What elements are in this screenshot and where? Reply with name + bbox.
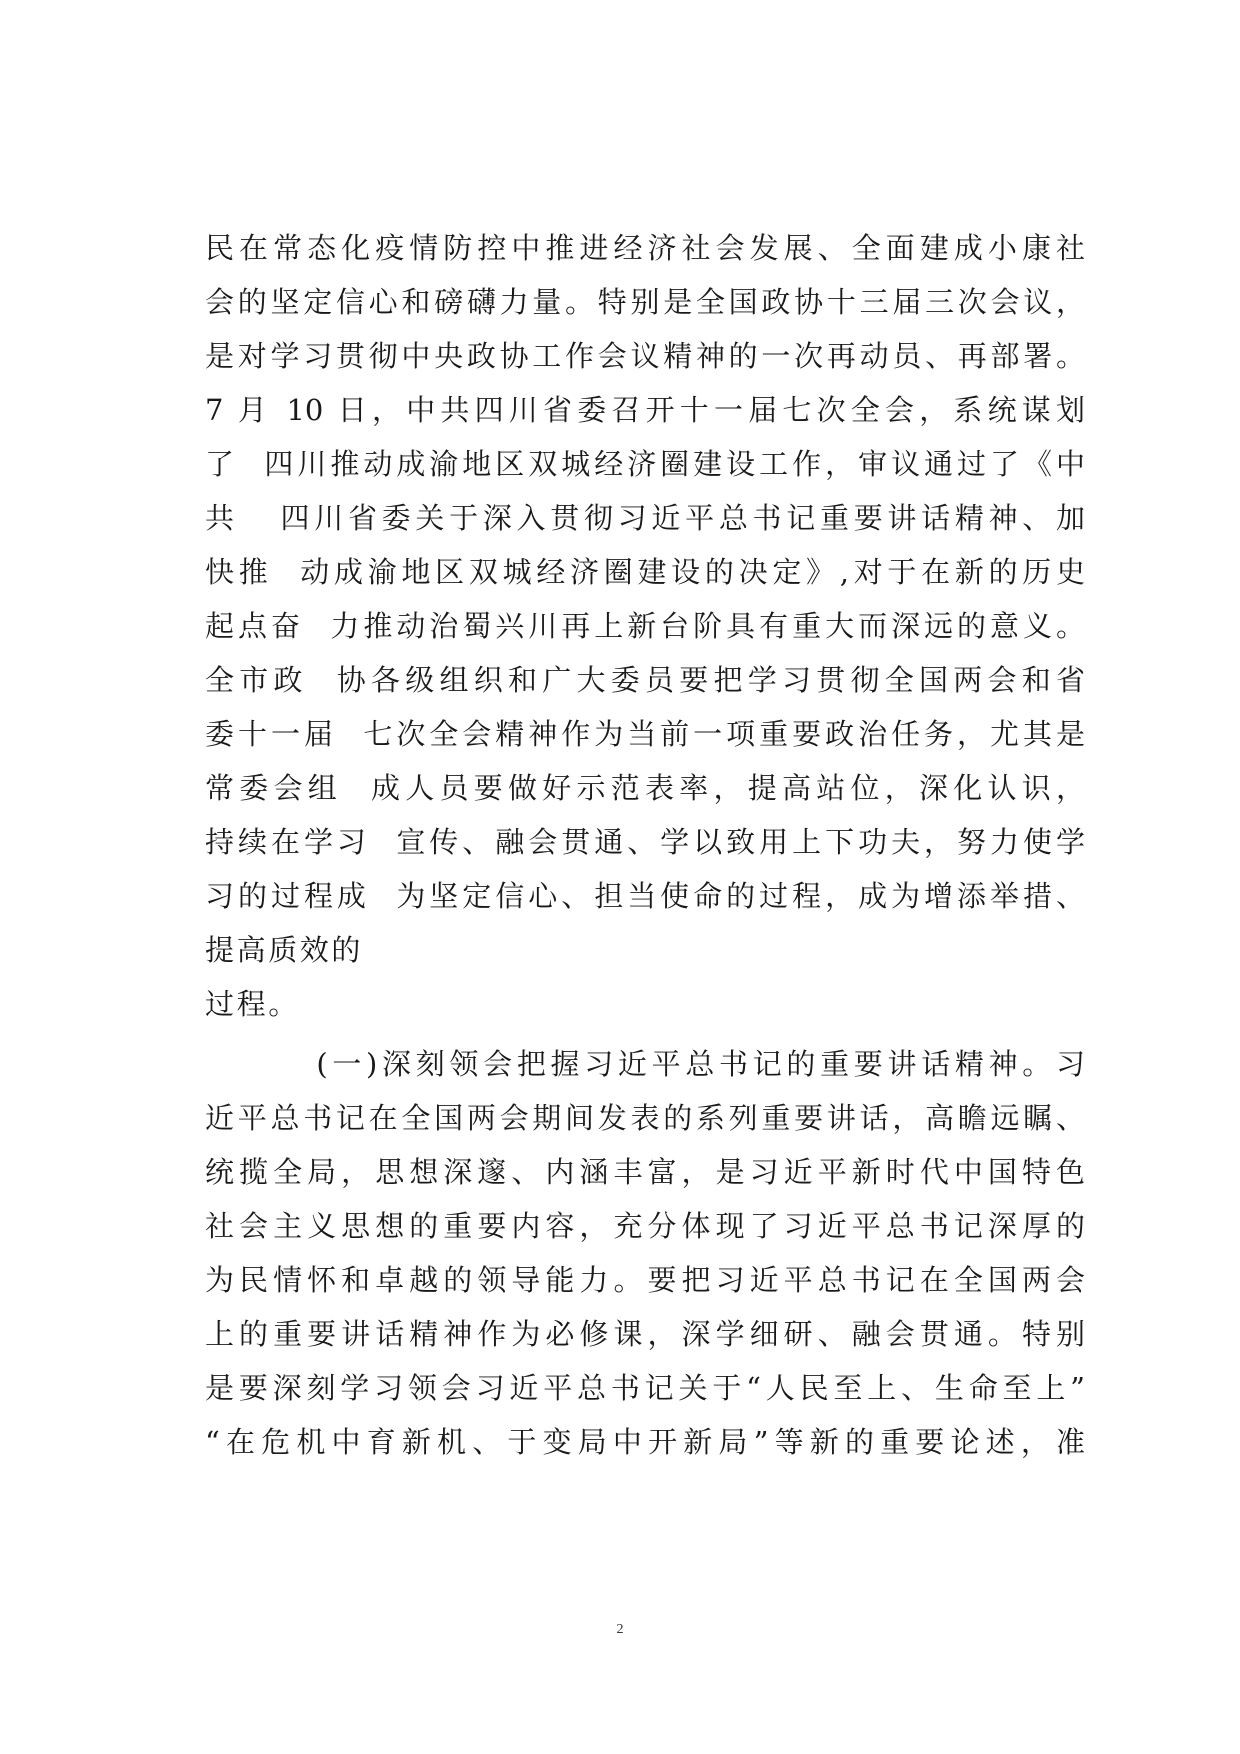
text-line: 常委会组 成人员要做好示范表率，提高站位，深化认识， [205, 771, 1085, 805]
text-line: 过程。 [205, 987, 300, 1021]
text-line: 上的重要讲话精神作为必修课，深学细研、融会贯通。特别 [205, 1317, 1085, 1351]
text-line: 会的坚定信心和磅礴力量。特别是全国政协十三届三次会议， [205, 285, 1085, 319]
page-number: 2 [616, 1622, 624, 1637]
text-line: 7 月 10 日，中共四川省委召开十一届七次全会，系统谋划 [205, 393, 1085, 427]
text-line: 持续在学习 宣传、融会贯通、学以致用上下功夫，努力使学 [205, 825, 1085, 859]
text-line: 共 四川省委关于深入贯彻习近平总书记重要讲话精神、加 [205, 501, 1085, 535]
text-line: 委十一届 七次全会精神作为当前一项重要政治任务，尤其是 [205, 717, 1085, 751]
text-line: 习的过程成 为坚定信心、担当使命的过程，成为增添举措、 [205, 879, 1085, 913]
text-line: 为民情怀和卓越的领导能力。要把习近平总书记在全国两会 [205, 1263, 1085, 1297]
text-line: 民在常态化疫情防控中推进经济社会发展、全面建成小康社 [205, 231, 1085, 265]
body-text [205, 221, 1085, 1469]
text-line: 是对学习贯彻中央政协工作会议精神的一次再动员、再部署。 [205, 339, 1085, 373]
text-line: 提高质效的 [205, 933, 364, 967]
text-line: 快推 动成渝地区双城经济圈建设的决定》,对于在新的历史 [205, 555, 1085, 589]
text-line: 社会主义思想的重要内容，充分体现了习近平总书记深厚的 [205, 1209, 1085, 1243]
text-line: 全市政 协各级组织和广大委员要把学习贯彻全国两会和省 [205, 663, 1085, 697]
text-line: 起点奋 力推动治蜀兴川再上新台阶具有重大而深远的意义。 [205, 609, 1085, 643]
text-line: “在危机中育新机、于变局中开新局”等新的重要论述，准 [205, 1425, 1085, 1459]
text-line: 了 四川推动成渝地区双城经济圈建设工作，审议通过了《中 [205, 447, 1085, 481]
text-line: 近平总书记在全国两会期间发表的系列重要讲话，高瞻远瞩、 [205, 1101, 1085, 1135]
text-line: 是要深刻学习领会习近平总书记关于“人民至上、生命至上” [205, 1371, 1085, 1405]
text-line: 统揽全局，思想深邃、内涵丰富，是习近平新时代中国特色 [205, 1155, 1085, 1189]
section-heading-line: (一)深刻领会把握习近平总书记的重要讲话精神。习 [205, 1047, 1085, 1081]
